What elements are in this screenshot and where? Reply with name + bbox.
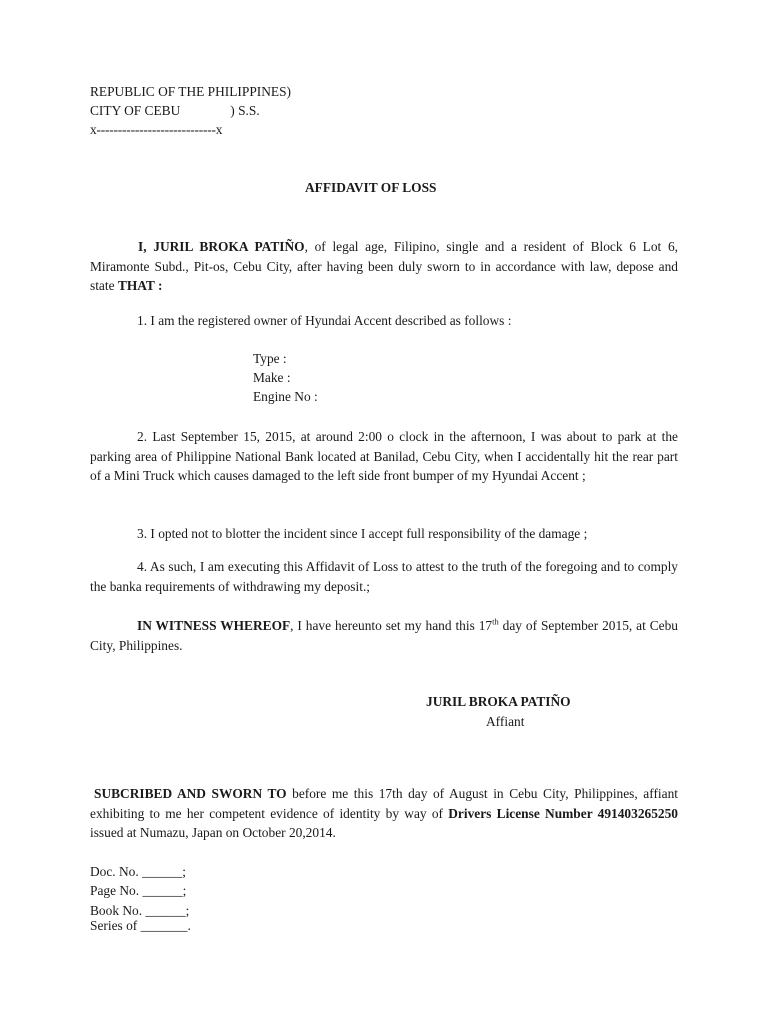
item-1: 1. I am the registered owner of Hyundai Accent described as follows : <box>137 313 512 328</box>
jurat-text-1: before me this 17th day of August in Cebu City, Philippines, affiant exhibiting to me her competent evidence of identity by way of <box>90 786 679 821</box>
intro-that: THAT : <box>117 278 163 293</box>
caption-separator: x----------------------------x <box>90 122 223 137</box>
jurat-bold-2: Drivers License Number 491403265250 <box>448 805 678 821</box>
caption-city-text: CITY OF CEBU <box>90 103 181 118</box>
caption-ss: ) S.S. <box>230 103 260 118</box>
notarial-doc-no: Doc. No. ______; <box>90 864 186 879</box>
intro-paragraph <box>90 237 678 296</box>
caption-city <box>90 103 260 119</box>
signature-role: Affiant <box>486 714 525 729</box>
signature-name-text: JURIL BROKA PATIÑO <box>426 694 571 709</box>
witness-sup: th <box>492 616 499 627</box>
field-make: Make : <box>253 370 291 385</box>
notarial-book-no: Book No. ______; <box>90 903 190 918</box>
caption-republic: REPUBLIC OF THE PHILIPPINES) <box>90 84 292 99</box>
witness-text-1: , I have hereunto set my hand this 17 <box>290 618 493 633</box>
jurat-bold-1: SUBCRIBED AND SWORN TO <box>94 786 287 801</box>
witness-paragraph <box>90 616 678 655</box>
intro-text: , of legal age, Filipino, single and a resident of Block 6 Lot 6, Miramonte Subd., Pit-os, Cebu City, after having been duly sworn to in accordance with law, depose and state <box>90 239 678 293</box>
witness-text-2: day of September 2015 <box>498 618 629 633</box>
witness-bold: IN WITNESS WHEREOF <box>137 618 291 633</box>
field-engine-no: Engine No : <box>253 389 318 404</box>
item-4: 4. As such, I am executing this Affidavit of Loss to attest to the truth of the foregoing and to comply the banka requirements of withdrawing my deposit.; <box>90 559 678 594</box>
item-2: 2. Last September 15, 2015, at around 2:00 o clock in the afternoon, I was about to park at the parking area of Philippine National Bank located at Banilad, Cebu City, when I accidentally hit the rear part of a Mini Truck which causes damaged to the left side front bumper of my Hyundai Accent ; <box>90 429 678 483</box>
field-type: Type : <box>253 351 287 366</box>
item-3: 3. I opted not to blotter the incident since I accept full responsibility of the damage ; <box>137 526 588 541</box>
jurat-paragraph <box>90 784 678 843</box>
jurat-text-2: issued at Numazu, Japan on October 20,2014. <box>90 825 336 840</box>
document-title-text: AFFIDAVIT OF LOSS <box>305 180 437 195</box>
notarial-page-no: Page No. ______; <box>90 883 187 898</box>
signature-name <box>426 694 571 710</box>
affiant-name-intro: I, JURIL BROKA PATIÑO <box>138 239 305 254</box>
notarial-series: Series of _______. <box>90 918 191 933</box>
witness-text-3: , at Cebu City, Philippines. <box>90 618 678 653</box>
document-title <box>305 180 436 196</box>
